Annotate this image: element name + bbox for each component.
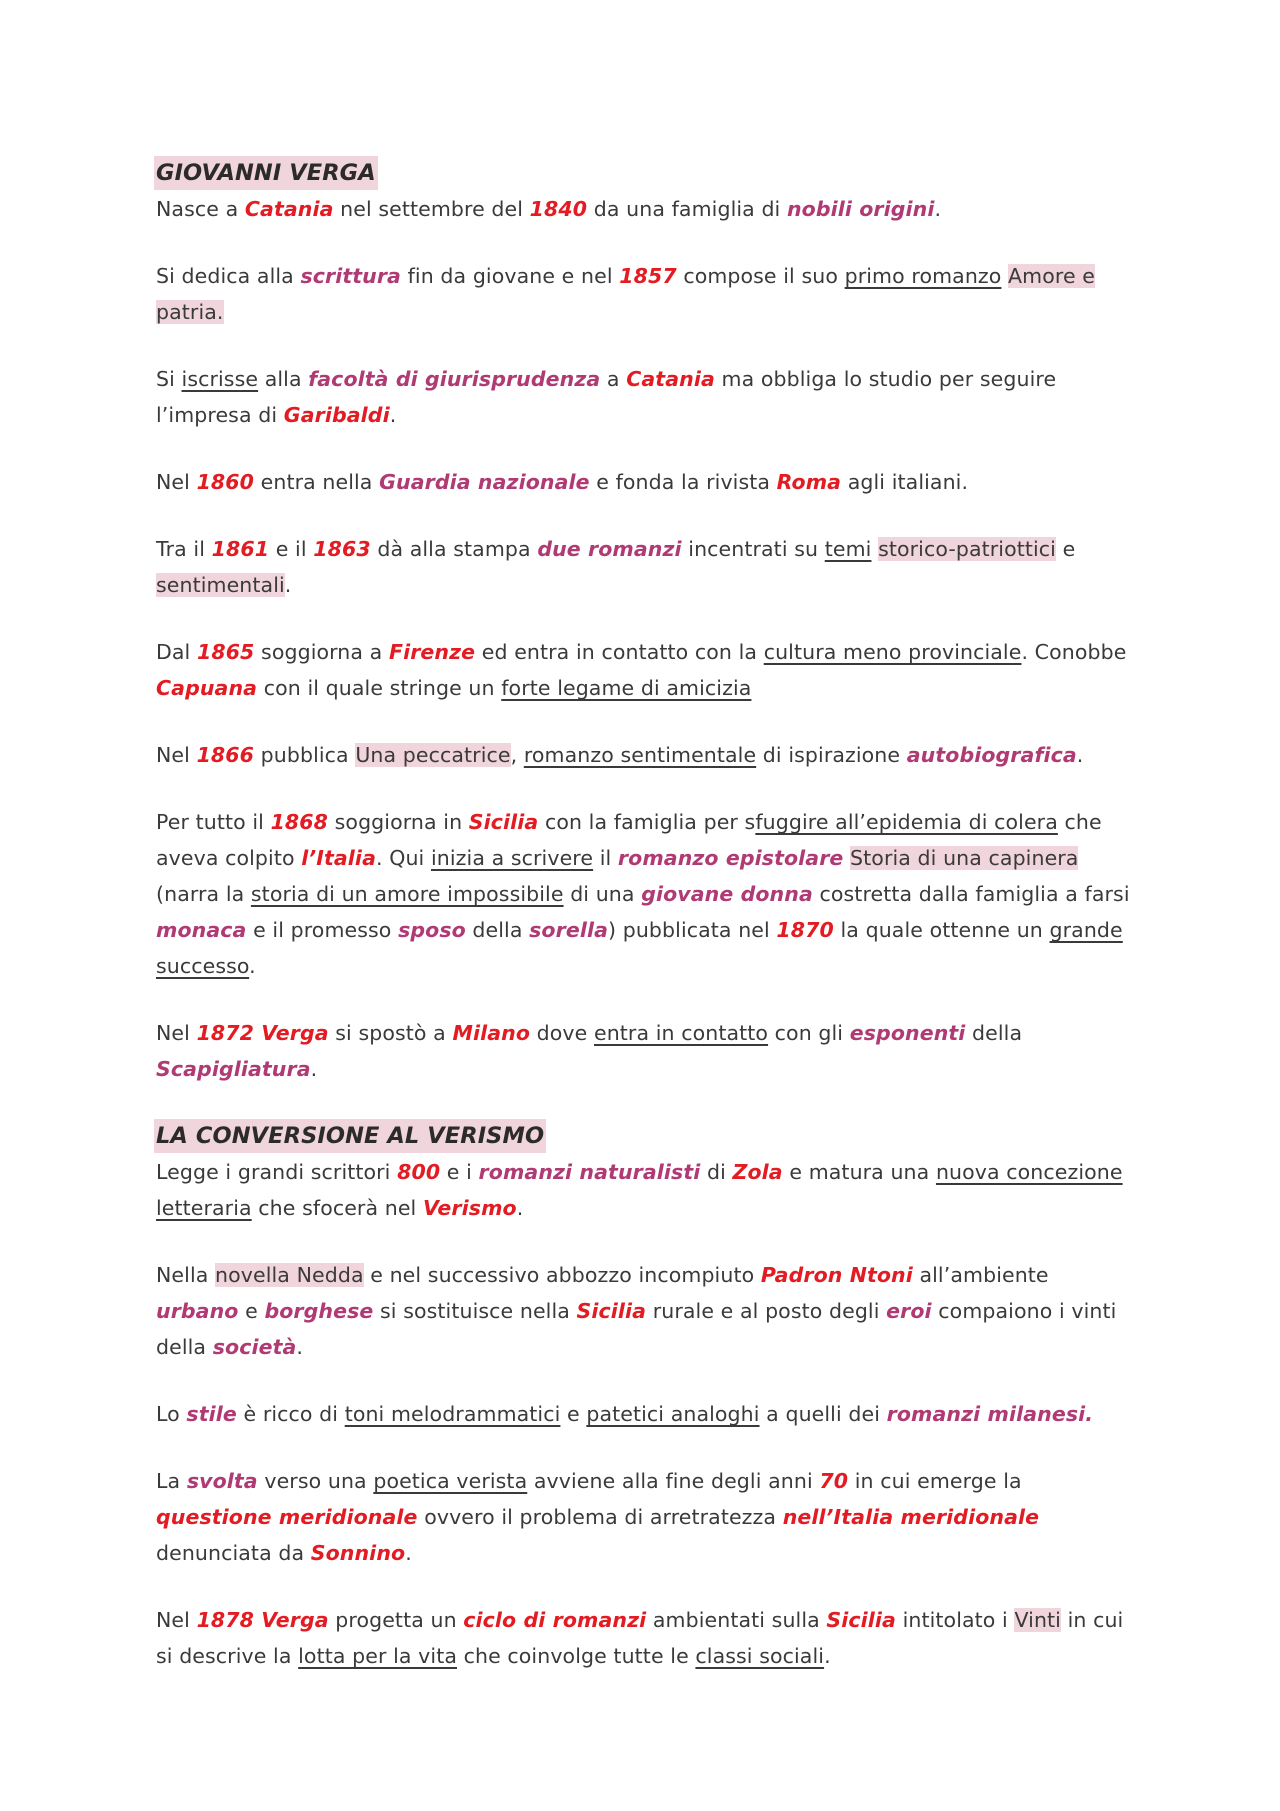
paragraph-zola: Legge i grandi scrittori 800 e i romanzi naturalisti di Zola e matura una nuova concezione letteraria che sfocerà nel Verismo. [156,1160,1123,1220]
paragraph-first-novel: Si dedica alla scrittura fin da giovane e nel 1857 compose il suo primo romanzo Amore e patria. [156,264,1096,324]
paragraph-1866: Nel 1866 pubblica Una peccatrice, romanzo sentimentale di ispirazione autobiografica. [156,743,1084,767]
paragraph-florence: Dal 1865 soggiorna a Firenze ed entra in contatto con la cultura meno provinciale. Conobbe Capuana con il quale stringe un forte legame di amicizia [156,640,1127,700]
paragraph-svolta: La svolta verso una poetica verista avviene alla fine degli anni 70 in cui emerge la questione meridionale ovvero il problema di arretratezza nell’Italia meridionale denunciata da Sonnino. [156,1469,1040,1565]
section-title-giovanni-verga: GIOVANNI VERGA [154,156,378,190]
paragraph-1878: Nel 1878 Verga progetta un ciclo di romanzi ambientati sulla Sicilia intitolato i Vinti in cui si descrive la lotta per la vita che coinvolge tutte le classi sociali. [156,1608,1124,1668]
paragraph-birth: Nasce a Catania nel settembre del 1840 da una famiglia di nobili origini. [156,197,942,221]
section-title-conversione-verismo: LA CONVERSIONE AL VERISMO [154,1119,546,1153]
paragraph-1872: Nel 1872 Verga si spostò a Milano dove entra in contatto con gli esponenti della Scapigliatura. [156,1021,1023,1081]
paragraph-university: Si iscrisse alla facoltà di giurisprudenza a Catania ma obbliga lo studio per seguire l’impresa di Garibaldi. [156,367,1057,427]
paragraph-style: Lo stile è ricco di toni melodrammatici e patetici analoghi a quelli dei romanzi milanesi. [156,1402,1094,1426]
paragraph-1860: Nel 1860 entra nella Guardia nazionale e fonda la rivista Roma agli italiani. [156,470,969,494]
paragraph-1861-1863: Tra il 1861 e il 1863 dà alla stampa due romanzi incentrati su temi storico-patriottici e sentimentali. [156,537,1076,597]
paragraph-1868: Per tutto il 1868 soggiorna in Sicilia con la famiglia per sfuggire all’epidemia di colera che aveva colpito l’Italia. Qui inizia a scrivere il romanzo epistolare Storia di una capinera (narra la storia di un amore impossibile di una giovane donna costretta dalla famiglia a farsi monaca e il promesso sposo della sorella) pubblicata nel 1870 la quale ottenne un grande successo. [156,810,1130,978]
document-body [156,155,1136,1705]
paragraph-nedda: Nella novella Nedda e nel successivo abbozzo incompiuto Padron Ntoni all’ambiente urbano e borghese si sostituisce nella Sicilia rurale e al posto degli eroi compaiono i vinti della società. [156,1263,1117,1359]
